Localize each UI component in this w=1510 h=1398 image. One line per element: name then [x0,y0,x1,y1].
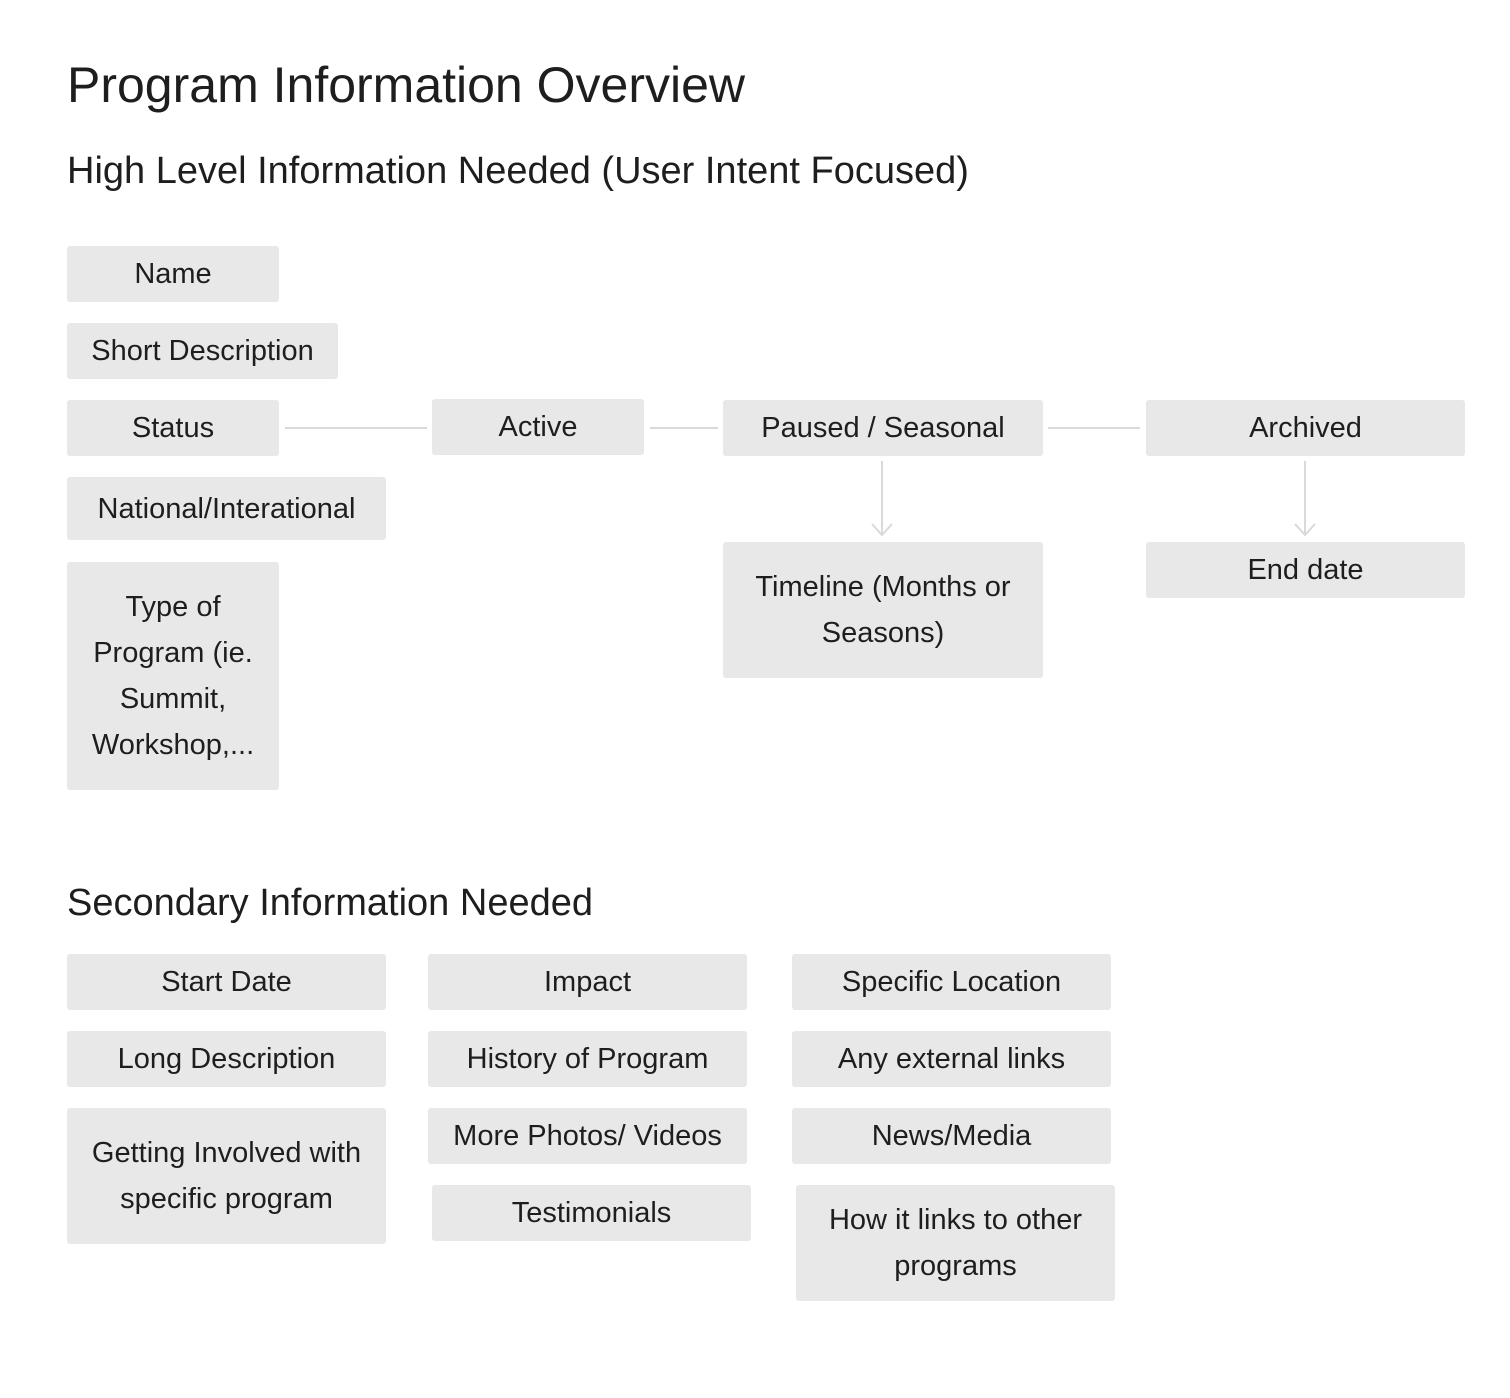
start-date-box: Start Date [67,954,386,1010]
end-date-box: End date [1146,542,1465,598]
photos-videos-box: More Photos/ Videos [428,1108,747,1164]
national-box: National/Interational [67,477,386,540]
high-level-heading: High Level Information Needed (User Intent Focused) [67,150,969,192]
getting-involved-box: Getting Involved with specific program [67,1108,386,1244]
external-links-box: Any external links [792,1031,1111,1087]
history-box: History of Program [428,1031,747,1087]
timeline-box: Timeline (Months or Seasons) [723,542,1043,678]
page-title: Program Information Overview [67,57,746,113]
long-description-box: Long Description [67,1031,386,1087]
name-box: Name [67,246,279,302]
paused-seasonal-box: Paused / Seasonal [723,400,1043,456]
status-box: Status [67,400,279,456]
testimonials-box: Testimonials [432,1185,751,1241]
secondary-heading: Secondary Information Needed [67,882,593,924]
short-description-box: Short Description [67,323,338,379]
archived-box: Archived [1146,400,1465,456]
links-other-programs-box: How it links to other programs [796,1185,1115,1301]
specific-location-box: Specific Location [792,954,1111,1010]
impact-box: Impact [428,954,747,1010]
news-media-box: News/Media [792,1108,1111,1164]
type-of-program-box: Type of Program (ie. Summit, Workshop,... [67,562,279,790]
active-box: Active [432,399,644,455]
